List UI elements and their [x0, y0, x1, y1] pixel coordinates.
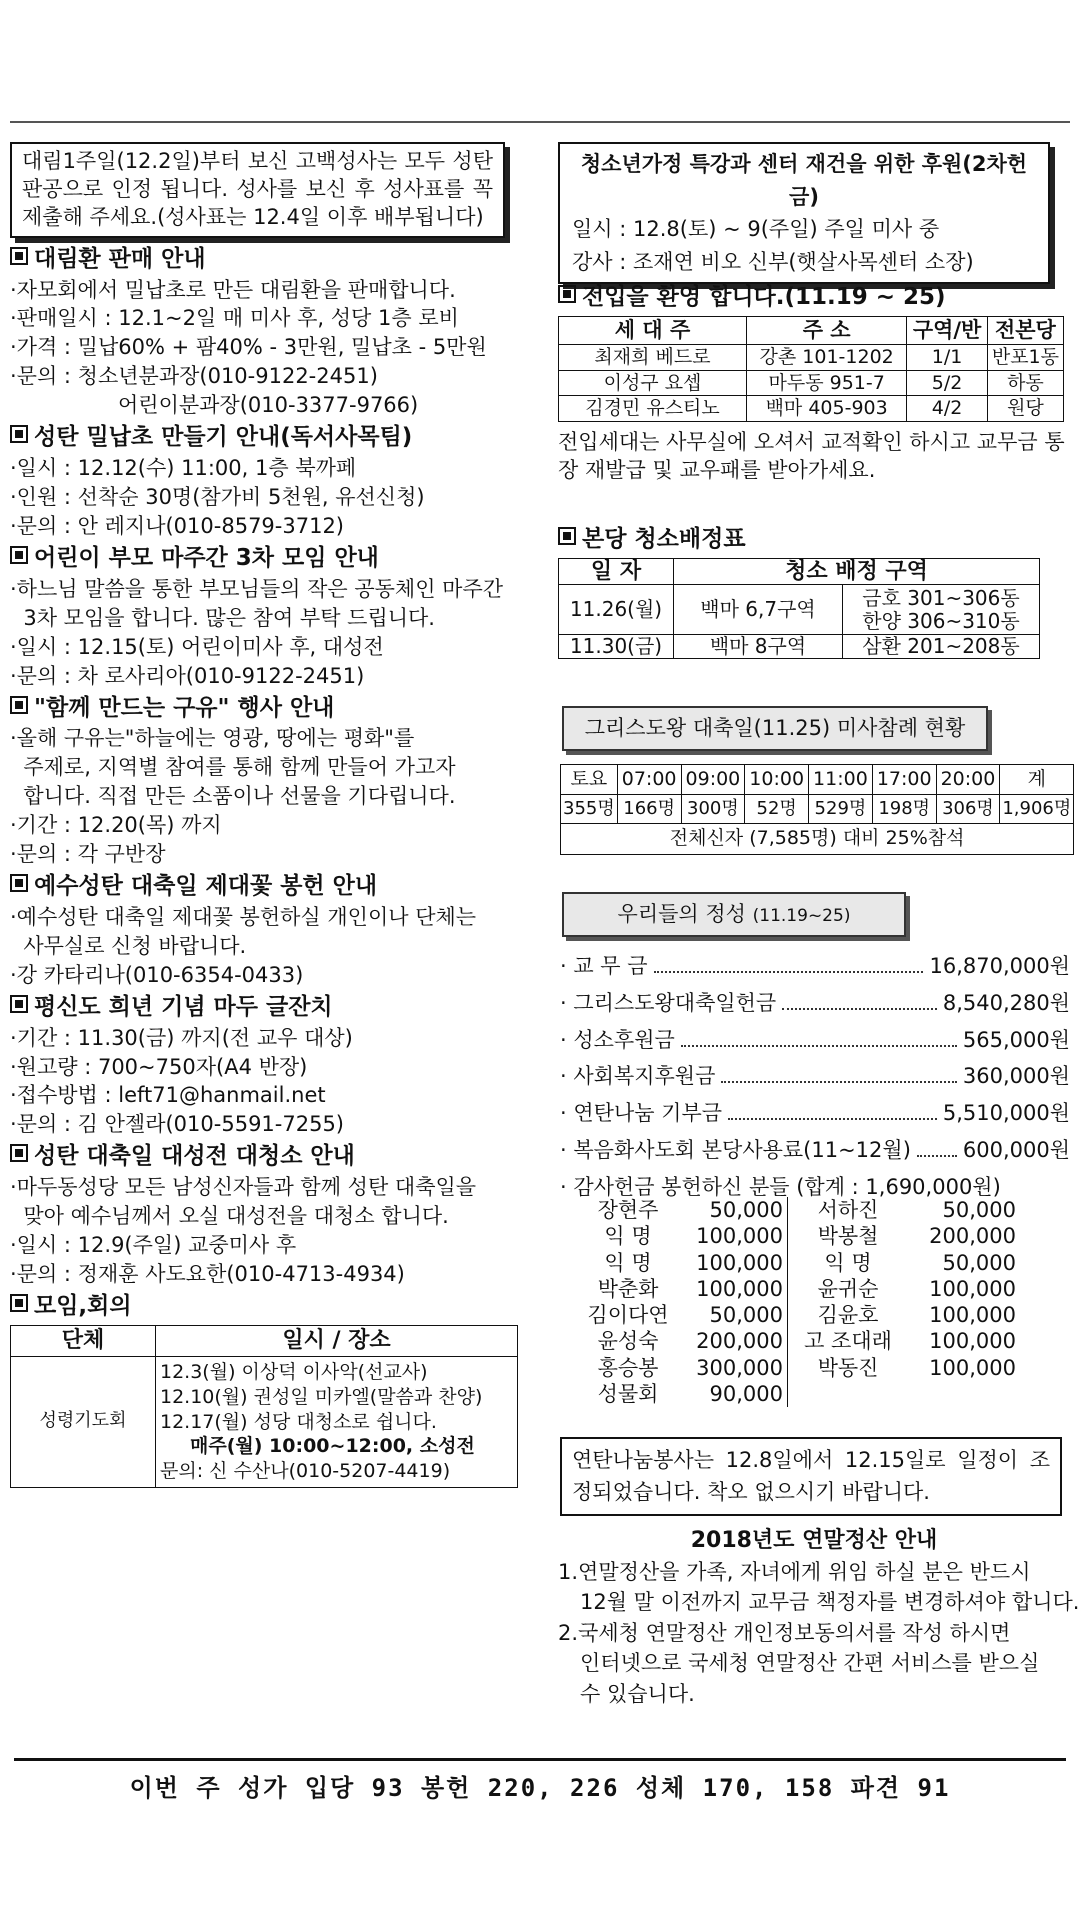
- offering-amount: 600,000원: [962, 1137, 1070, 1162]
- meeting-line: 12.3(월) 이상덕 이사악(선교사): [160, 1361, 428, 1384]
- newcomer-row: [559, 345, 1064, 371]
- section-line: ·문의 : 청소년분과장(010-9122-2451): [10, 364, 378, 389]
- notice-section: [10, 244, 512, 421]
- attendance-value-cell: 1,906명: [1000, 795, 1074, 824]
- tax-item: 12월 말 이전까지 교무금 책정자를 변경하셔야 합니다.: [580, 1590, 1080, 1615]
- newcomer-cell: 5/2: [907, 370, 988, 396]
- attendance-header-cell: 17:00: [872, 765, 936, 795]
- attendance-summary: 전체신자 (7,585명) 대비 25%참석: [561, 824, 1074, 854]
- tax-item: 2.국세청 연말정산 개인정보동의서를 작성 하시면: [558, 1620, 1011, 1645]
- attendance-value-cell: 529명: [809, 795, 873, 824]
- notice-section: [10, 693, 512, 870]
- attendance-header-cell: 20:00: [936, 765, 1000, 795]
- donor-name: 김이다연: [587, 1303, 669, 1327]
- section-heading: [10, 1291, 512, 1323]
- tax-title: 2018년도 연말정산 안내: [690, 1528, 938, 1553]
- section-line: 어린이분과장(010-3377-9766): [118, 393, 419, 418]
- tax-item: 1.연말정산을 가족, 자녀에게 위임 하실 분은 반드시: [558, 1559, 1031, 1584]
- newcomers-header: 구역/반: [907, 316, 988, 344]
- newcomer-row: [559, 396, 1064, 422]
- newcomers-header: 세 대 주: [559, 316, 747, 344]
- offering-label: · 성소후원금: [560, 1027, 675, 1052]
- donor-name: 익 명: [604, 1250, 652, 1275]
- offering-amount: 16,870,000원: [929, 954, 1070, 978]
- confession-notice: [10, 142, 505, 238]
- offering-row: [560, 1022, 1070, 1059]
- attendance-values-row: [561, 795, 1074, 824]
- donor-amount: 300,000: [676, 1355, 788, 1381]
- section-title: 성탄 대축일 대성전 대청소 안내: [34, 1143, 355, 1170]
- bottom-rule: [14, 1758, 1066, 1761]
- donor-name: 익 명: [604, 1224, 652, 1249]
- newcomers-rows: [559, 345, 1064, 422]
- attendance-header-cell: 07:00: [617, 765, 681, 795]
- donor-name: 홍승봉: [597, 1355, 659, 1380]
- offering-row: [560, 1095, 1070, 1132]
- cleaning-detail-line: 한양 306~310동: [862, 608, 1020, 633]
- meeting-table: [10, 1325, 518, 1488]
- donor-amount: 50,000: [676, 1197, 788, 1223]
- cleaning-table: [558, 558, 1040, 659]
- meeting-header-group: 단체: [11, 1325, 156, 1356]
- newcomers-section: [558, 280, 1068, 485]
- donor-amount: 50,000: [676, 1302, 788, 1328]
- offering-amount: 565,000원: [962, 1027, 1070, 1052]
- notice-section: [10, 1291, 512, 1323]
- newcomer-cell: 김경민 유스티노: [559, 396, 747, 422]
- donor-amount: 100,000: [929, 1303, 1016, 1327]
- dot-leader: [728, 1118, 937, 1120]
- section-bullet-icon: [10, 995, 28, 1013]
- donor-name: 박동진: [817, 1355, 879, 1380]
- section-heading: [10, 992, 512, 1024]
- attendance-value-cell: 300명: [681, 795, 745, 824]
- newcomers-header: 주 소: [747, 316, 907, 344]
- offering-label: · 복음화사도회 본당사용료(11~12월): [560, 1137, 911, 1162]
- attendance-value-cell: 306명: [936, 795, 1000, 824]
- cleaning-date: 11.30(금): [559, 635, 674, 659]
- offering-amount: 360,000원: [962, 1064, 1070, 1089]
- section-line: ·문의 : 안 레지나(010-8579-3712): [10, 514, 345, 539]
- donor-amount: 50,000: [942, 1250, 1016, 1275]
- newcomer-cell: 강촌 101-1202: [747, 345, 907, 371]
- attendance-title: 그리스도왕 대축일(11.25) 미사참례 현황: [584, 716, 966, 740]
- section-heading: [10, 422, 512, 454]
- donor-name: 박춘화: [597, 1276, 659, 1301]
- tax-section: [558, 1525, 1080, 1709]
- section-line: ·문의 : 김 안젤라(010-5591-7255): [10, 1112, 345, 1137]
- section-bullet-icon: [10, 247, 28, 265]
- section-line: ·문의 : 정재훈 사도요한(010-4713-4934): [10, 1262, 405, 1287]
- section-line: ·일시 : 12.12(수) 11:00, 1층 북까페: [10, 456, 357, 481]
- offerings-title: 우리들의 정성: [617, 902, 746, 926]
- offering-label: · 사회복지후원금: [560, 1064, 716, 1089]
- donor-name: [788, 1381, 908, 1407]
- section-line: 맞아 예수님께서 오실 대성전을 대청소 합니다.: [10, 1204, 449, 1229]
- meeting-group: 성령기도회: [11, 1357, 156, 1487]
- left-sections: [10, 244, 512, 1323]
- cleaning-header-date: 일 자: [559, 558, 674, 584]
- youth-support-title: 청소년가정 특강과 센터 재건을 위한 후원(2차헌금): [580, 152, 1028, 209]
- section-title: 성탄 밀납초 만들기 안내(독서사목팀): [34, 424, 413, 451]
- briquette-notice-text: 연탄나눔봉사는 12.8일에서 12.15일로 일정이 조정되었습니다. 착오 없으시기 바랍니다.: [572, 1448, 1050, 1504]
- section-bullet-icon: [10, 874, 28, 892]
- section-title: 평신도 희년 기념 마두 글잔치: [34, 993, 333, 1020]
- newcomer-cell: 하동: [987, 370, 1063, 396]
- newcomer-cell: 반포1동: [987, 345, 1063, 371]
- meeting-header-schedule: 일시 / 장소: [156, 1325, 518, 1356]
- section-line: ·예수성탄 대축일 제대꽃 봉헌하실 개인이나 단체는: [10, 904, 477, 929]
- tax-item: 수 있습니다.: [580, 1681, 695, 1706]
- section-line: ·원고량 : 700~750자(A4 반장): [10, 1054, 308, 1079]
- cleaning-title: 본당 청소배정표: [582, 526, 746, 552]
- donor-name: 박봉철: [817, 1224, 879, 1249]
- section-line: ·마두동성당 모든 남성신자들과 함께 성탄 대축일을: [10, 1175, 477, 1200]
- notice-section: [10, 992, 512, 1140]
- newcomer-cell: 1/1: [907, 345, 988, 371]
- attendance-header-row: [561, 765, 1074, 795]
- newcomers-table: [558, 316, 1064, 422]
- section-heading: [10, 871, 512, 903]
- donor-amount: 200,000: [676, 1328, 788, 1354]
- section-title: 어린이 부모 마주간 3차 모임 안내: [34, 544, 379, 571]
- meeting-schedule: [156, 1357, 518, 1487]
- section-title: 모임,회의: [34, 1293, 132, 1320]
- donor-name: 고 조대래: [804, 1329, 892, 1354]
- donor-name: 김윤호: [817, 1303, 879, 1327]
- dot-leader: [917, 1155, 957, 1157]
- attendance-header-cell: 11:00: [809, 765, 873, 795]
- offering-label: · 그리스도왕대축일헌금: [560, 990, 777, 1015]
- notice-section: [10, 1141, 512, 1289]
- offerings-list: [560, 948, 1070, 1205]
- donor-name: 서하진: [817, 1198, 879, 1222]
- attendance-value-cell: 355명: [561, 795, 618, 824]
- section-line: ·기간 : 11.30(금) 까지(전 교우 대상): [10, 1025, 353, 1050]
- offering-amount: 8,540,280원: [942, 990, 1070, 1015]
- section-line: ·문의 : 차 로사리아(010-9122-2451): [10, 663, 365, 688]
- cleaning-section: [558, 522, 1068, 659]
- section-title: 예수성탄 대축일 제대꽃 봉헌 안내: [34, 873, 378, 900]
- newcomer-cell: 백마 405-903: [747, 396, 907, 422]
- donor-amount: 100,000: [676, 1276, 788, 1302]
- newcomer-row: [559, 370, 1064, 396]
- section-bullet-icon: [10, 1144, 28, 1162]
- notice-section: [10, 422, 512, 541]
- section-line: ·가격 : 밀납60% + 팜40% - 3만원, 밀납초 - 5만원: [10, 335, 487, 360]
- section-bullet-icon: [10, 425, 28, 443]
- meeting-regular: 매주(월) 10:00~12:00, 소성전: [190, 1435, 475, 1458]
- newcomers-header: 전본당: [987, 316, 1063, 344]
- newcomers-note: 전입세대는 사무실에 오셔서 교적확인 하시고 교무금 통장 재발급 및 교우패를 받아가세요.: [558, 430, 1065, 483]
- newcomer-cell: 이성구 요셉: [559, 370, 747, 396]
- attendance-header-cell: 09:00: [681, 765, 745, 795]
- section-line: 합니다. 직접 만든 소품이나 선물을 기다립니다.: [10, 784, 456, 809]
- section-heading: [10, 1141, 512, 1173]
- cleaning-area: 백마 6,7구역: [674, 585, 843, 635]
- section-line: ·기간 : 12.20(목) 까지: [10, 813, 222, 838]
- attendance-value-cell: 198명: [872, 795, 936, 824]
- offering-label: · 교 무 금: [560, 954, 648, 978]
- offering-row: [560, 1132, 1070, 1169]
- section-heading: [10, 693, 512, 725]
- dot-leader: [681, 1045, 957, 1047]
- briquette-notice: [560, 1437, 1062, 1516]
- offering-row: [560, 985, 1070, 1022]
- offering-label: · 연탄나눔 기부금: [560, 1101, 723, 1125]
- newcomer-cell: 4/2: [907, 396, 988, 422]
- newcomer-cell: 원당: [987, 396, 1063, 422]
- attendance-value-cell: 166명: [617, 795, 681, 824]
- cleaning-detail-line: 금호 301~306동: [862, 585, 1020, 610]
- section-line: 주제로, 지역별 참여를 통해 함께 만들어 가고자: [10, 755, 456, 780]
- thanks-line: · 감사헌금 봉헌하신 분들 (합계 : 1,690,000원): [560, 1174, 1001, 1199]
- donor-name: 윤귀순: [817, 1276, 879, 1301]
- section-line: 3차 모임을 합니다. 많은 참여 부탁 드립니다.: [10, 605, 435, 630]
- cleaning-detail: [843, 585, 1040, 635]
- dot-leader: [782, 1008, 937, 1010]
- donor-name: 윤성숙: [597, 1329, 659, 1354]
- donor-amount: 200,000: [929, 1224, 1016, 1249]
- offerings-period: (11.19~25): [752, 906, 851, 926]
- hymn-footer: 이번 주 성가 입당 93 봉헌 220, 226 성체 170, 158 파견 91: [129, 1774, 951, 1802]
- offering-row: [560, 1058, 1070, 1095]
- section-bullet-icon: [558, 527, 576, 545]
- donor-name: 익 명: [824, 1250, 872, 1275]
- section-title: 대림환 판매 안내: [34, 245, 206, 272]
- section-line: ·판매일시 : 12.1~2일 매 미사 후, 성당 1층 로비: [10, 306, 459, 331]
- section-line: ·일시 : 12.9(주일) 교중미사 후: [10, 1233, 297, 1258]
- attendance-value-cell: 52명: [745, 795, 809, 824]
- offering-amount: 5,510,000원: [942, 1101, 1070, 1125]
- section-line: ·자모회에서 밀납초로 만든 대림환을 판매합니다.: [10, 277, 456, 302]
- section-bullet-icon: [558, 285, 576, 303]
- donor-amount: 100,000: [676, 1223, 788, 1249]
- donor-amount: 50,000: [942, 1198, 1016, 1222]
- notice-section: [10, 543, 512, 691]
- youth-support-speaker: 강사 : 조재연 비오 신부(햇살사목센터 소장): [572, 249, 974, 274]
- notice-section: [10, 871, 512, 990]
- attendance-header-cell: 토요: [561, 765, 618, 795]
- attendance-header-cell: 10:00: [745, 765, 809, 795]
- newcomer-cell: 마두동 951-7: [747, 370, 907, 396]
- donor-amount: 100,000: [929, 1276, 1016, 1301]
- offering-row: [560, 948, 1070, 985]
- donor-amount: 100,000: [676, 1250, 788, 1276]
- left-column: [10, 142, 512, 1488]
- meeting-line: 12.10(월) 권성일 미카엘(말씀과 찬양): [160, 1385, 483, 1408]
- donor-grid: [580, 1197, 1020, 1407]
- offerings-title-box: [562, 892, 906, 937]
- section-line: 사무실로 신청 바랍니다.: [10, 933, 247, 958]
- donor-name: 성물회: [597, 1381, 659, 1406]
- cleaning-area: 백마 8구역: [674, 635, 843, 659]
- cleaning-header-area: 청소 배정 구역: [674, 558, 1040, 584]
- section-line: ·일시 : 12.15(토) 어린이미사 후, 대성전: [10, 634, 384, 659]
- meeting-contact: 문의: 신 수산나(010-5207-4419): [160, 1459, 451, 1482]
- attendance-header-cell: 계: [1000, 765, 1074, 795]
- confession-notice-text: 대림1주일(12.2일)부터 보신 고백성사는 모두 성탄판공으로 인정 됩니다. 성사를 보신 후 성사표를 꼭 제출해 주세요.(성사표는 12.4일 이후 배부됩니다): [22, 149, 493, 229]
- section-bullet-icon: [10, 696, 28, 714]
- donor-amount: [908, 1381, 1020, 1407]
- section-bullet-icon: [10, 1294, 28, 1312]
- donor-amount: 90,000: [676, 1381, 788, 1407]
- section-line: ·강 카타리나(010-6354-0433): [10, 962, 304, 987]
- attendance-title-box: [562, 706, 988, 751]
- youth-support-date: 일시 : 12.8(토) ~ 9(주일) 주일 미사 중: [572, 217, 940, 242]
- right-column: [558, 142, 1063, 284]
- youth-support-box: [558, 142, 1050, 284]
- top-rule: [10, 121, 1070, 123]
- tax-item: 인터넷으로 국세청 연말정산 간편 서비스를 받으실: [580, 1651, 1040, 1676]
- donor-amount: 100,000: [929, 1329, 1016, 1354]
- section-line: ·하느님 말씀을 통한 부모님들의 작은 공동체인 마주간: [10, 576, 504, 601]
- section-line: ·인원 : 선착순 30명(참가비 5천원, 유선신청): [10, 485, 425, 510]
- section-heading: [10, 543, 512, 575]
- cleaning-detail: 삼환 201~208동: [843, 635, 1040, 659]
- attendance-table: [560, 764, 1074, 855]
- dot-leader: [721, 1081, 957, 1083]
- section-bullet-icon: [10, 546, 28, 564]
- section-title: "함께 만드는 구유" 행사 안내: [34, 694, 335, 721]
- newcomer-cell: 최재희 베드로: [559, 345, 747, 371]
- section-line: ·문의 : 각 구반장: [10, 842, 166, 867]
- section-line: ·올해 구유는"하늘에는 영광, 땅에는 평화"를: [10, 726, 415, 751]
- section-heading: [10, 244, 512, 276]
- meeting-line: 12.17(월) 성당 대청소로 쉽니다.: [160, 1410, 437, 1433]
- offerings-items: [560, 948, 1070, 1169]
- donor-amount: 100,000: [929, 1355, 1016, 1380]
- newcomers-title: 전입을 환영 합니다.(11.19 ~ 25): [582, 284, 946, 310]
- cleaning-date: 11.26(월): [559, 585, 674, 635]
- section-line: ·접수방법 : left71@hanmail.net: [10, 1083, 326, 1108]
- donor-name: 장현주: [597, 1198, 659, 1222]
- dot-leader: [654, 971, 924, 973]
